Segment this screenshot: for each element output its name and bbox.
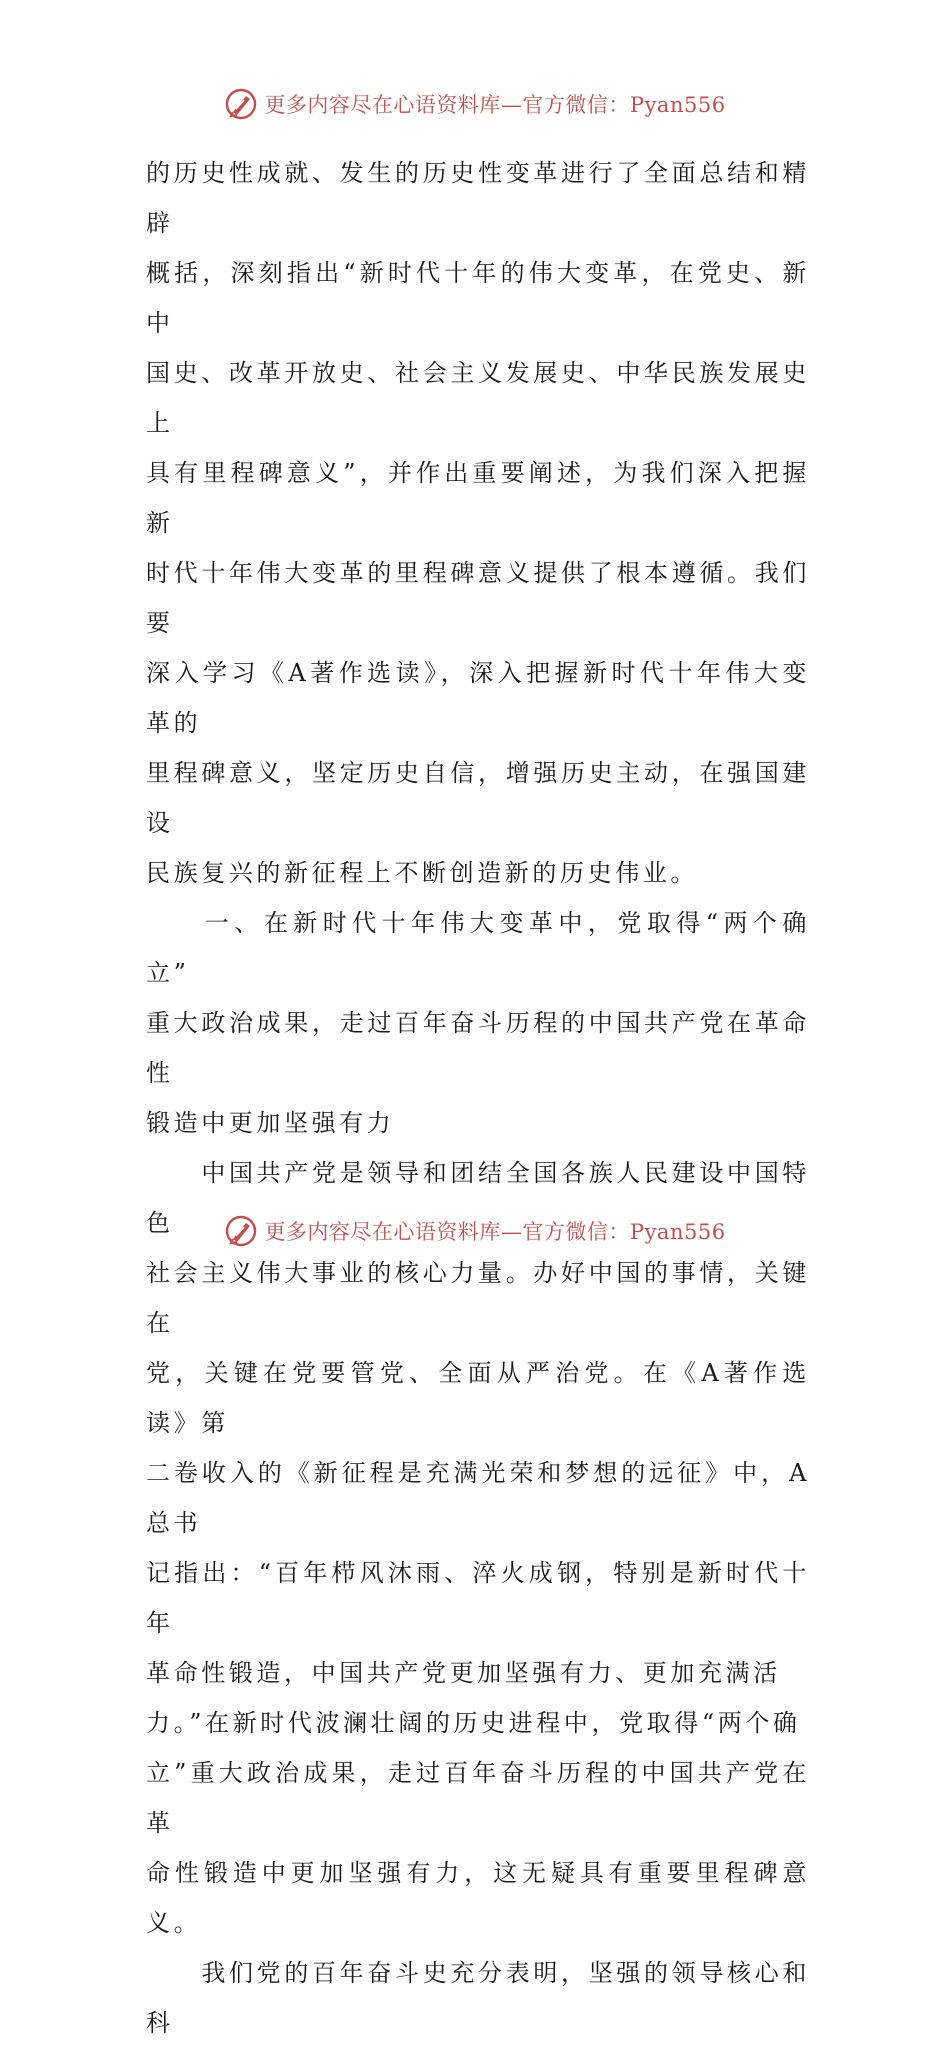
document-body — [146, 148, 810, 2048]
watermark-text: 更多内容尽在心语资料库—官方微信：Pyan556 — [264, 1220, 726, 1244]
text-line: 里程碑意义，坚定历史自信，增强历史主动，在强国建设 — [146, 759, 810, 837]
pen-nib-logo-icon — [224, 87, 258, 121]
text-line: 民族复兴的新征程上不断创造新的历史伟业。 — [146, 859, 698, 887]
text-line: 命性锻造中更加坚强有力，这无疑具有重要里程碑意义。 — [146, 1859, 810, 1937]
text-line: 概括，深刻指出“新时代十年的伟大变革，在党史、新中 — [146, 259, 810, 337]
section-heading-line: 锻造中更加坚强有力 — [146, 1109, 395, 1137]
text-line: 的历史性成就、发生的历史性变革进行了全面总结和精辟 — [146, 159, 810, 237]
pen-nib-logo-icon — [224, 1214, 258, 1248]
footer-watermark — [0, 1211, 950, 1251]
text-line: 国史、改革开放史、社会主义发展史、中华民族发展史上 — [146, 359, 810, 437]
text-line: 记指出：“百年栉风沐雨、淬火成钢，特别是新时代十年 — [146, 1559, 810, 1637]
text-line: 我们党的百年奋斗史充分表明，坚强的领导核心和科 — [146, 1959, 810, 2037]
text-line: 中国共产党是领导和团结全国各族人民建设中国特色 — [146, 1159, 810, 1237]
text-line: 立”重大政治成果，走过百年奋斗历程的中国共产党在革 — [146, 1759, 810, 1837]
watermark-text: 更多内容尽在心语资料库—官方微信：Pyan556 — [264, 93, 726, 117]
text-line: 党，关键在党要管党、全面从严治党。在《A著作选读》第 — [146, 1359, 810, 1437]
section-heading-line: 一、在新时代十年伟大变革中，党取得“两个确立” — [146, 909, 810, 987]
text-line: 二卷收入的《新征程是充满光荣和梦想的远征》中，A总书 — [146, 1459, 810, 1537]
text-line: 时代十年伟大变革的里程碑意义提供了根本遵循。我们要 — [146, 559, 810, 637]
text-line: 社会主义伟大事业的核心力量。办好中国的事情，关键在 — [146, 1259, 810, 1337]
section-heading-line: 重大政治成果，走过百年奋斗历程的中国共产党在革命性 — [146, 1009, 810, 1087]
text-line: 深入学习《A著作选读》，深入把握新时代十年伟大变革的 — [146, 659, 810, 737]
text-line: 具有里程碑意义”，并作出重要阐述，为我们深入把握新 — [146, 459, 810, 537]
text-line: 力。”在新时代波澜壮阔的历史进程中，党取得“两个确 — [146, 1709, 801, 1737]
header-watermark — [0, 84, 950, 124]
text-line: 革命性锻造，中国共产党更加坚强有力、更加充满活 — [146, 1659, 781, 1687]
